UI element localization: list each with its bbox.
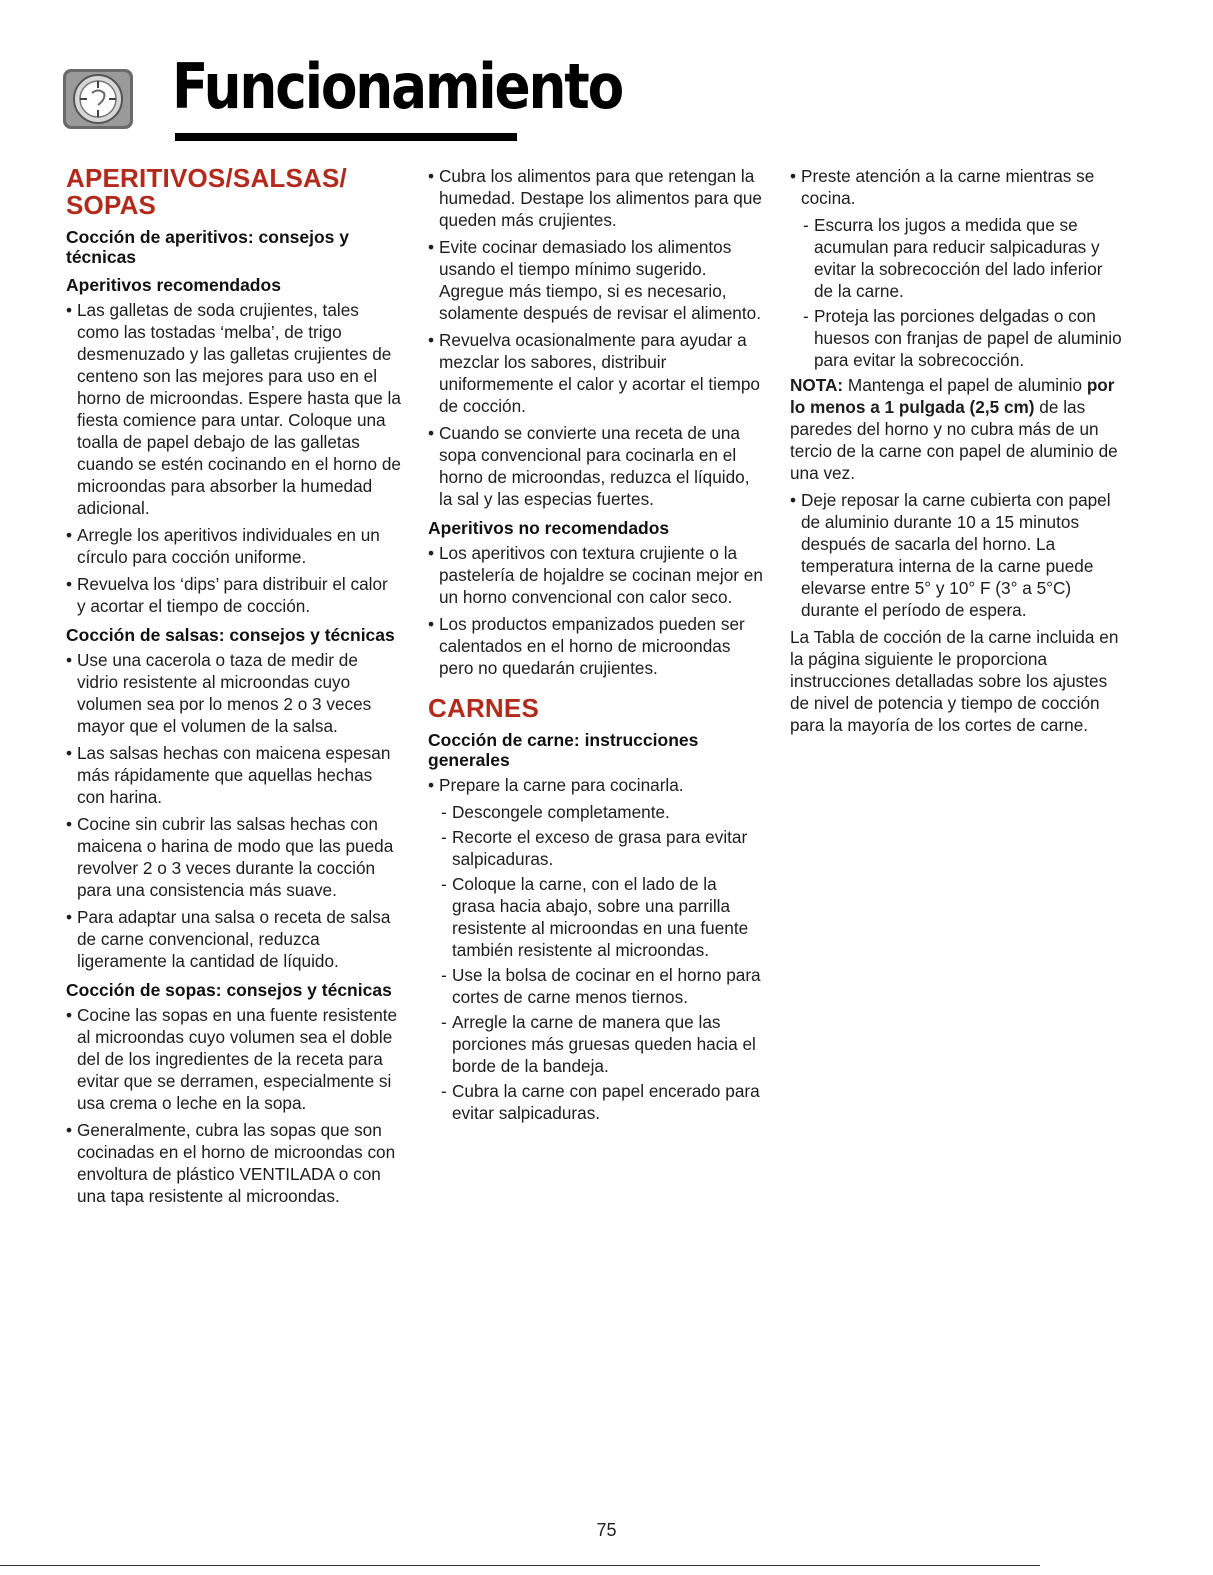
list-item: • Arregle los aperitivos individuales en un círculo para cocción uniforme. xyxy=(66,525,380,567)
subheading-no-recomendados: Aperitivos no recomendados xyxy=(428,518,670,538)
list-item: • Deje reposar la carne cubierta con papel de aluminio durante 10 a 15 minutos después de sacarla del horno. La temperatura interna de la carne puede elevarse entre 5° y 10° F (3° a 5°C) durante el período de espera. xyxy=(790,490,1111,620)
list-item: • Revuelva los ‘dips’ para distribuir el calor y acortar el tiempo de cocción. xyxy=(66,574,388,616)
list-item: • Cubra los alimentos para que retengan la humedad. Destape los alimentos para que queden más crujientes. xyxy=(428,166,762,230)
list-item: • Preste atención a la carne mientras se cocina. xyxy=(790,166,1095,208)
sub-list-item: - Escurra los jugos a medida que se acumulan para reducir salpicaduras y evitar la sobrecocción del lado inferior de la carne. xyxy=(803,215,1103,301)
column-left xyxy=(66,165,401,1212)
list-item: • Generalmente, cubra las sopas que son cocinadas en el horno de microondas con envoltura de plástico VENTILADA o con una tapa resistente al microondas. xyxy=(66,1120,396,1206)
subheading-aperitivos-recomendados: Aperitivos recomendados xyxy=(66,275,281,295)
body-paragraph: La Tabla de cocción de la carne incluida en la página siguiente le proporciona instrucciones detalladas sobre los ajustes de nivel de potencia y tiempo de cocción para la mayoría de los cortes de carne. xyxy=(790,627,1119,735)
page-number: 75 xyxy=(596,1520,617,1540)
sub-list-item: - Use la bolsa de cocinar en el horno para cortes de carne menos tiernos. xyxy=(441,965,761,1007)
subheading-sopas: Cocción de sopas: consejos y técnicas xyxy=(66,980,392,1000)
list-item: • Las galletas de soda crujientes, tales como las tostadas ‘melba’, de trigo desmenuzado y las galletas crujientes de centeno son las mejores para uso en el horno de microondas. Espere hasta que la fiesta comience para untar. Coloque una toalla de papel debajo de las galletas cuando se estén cocinando en el horno de microondas para absorber la humedad adicional. xyxy=(66,300,401,518)
page-title: Funcionamiento xyxy=(172,50,623,123)
note-label: NOTA: xyxy=(790,375,844,395)
footer-rule xyxy=(0,1565,1040,1566)
subheading-carne-instrucciones: Cocción de carne: instrucciones generales xyxy=(428,730,699,770)
column-right xyxy=(790,165,1125,741)
section-title-carnes: CARNES xyxy=(428,693,539,723)
list-item: • Los aperitivos con textura crujiente o la pastelería de hojaldre se cocinan mejor en un horno convencional con calor seco. xyxy=(428,543,763,607)
column-middle xyxy=(428,165,763,1127)
header-rule xyxy=(175,133,517,141)
sub-list-item: - Arregle la carne de manera que las porciones más gruesas queden hacia el borde de la bandeja. xyxy=(441,1012,756,1076)
sub-list-item: - Descongele completamente. xyxy=(441,802,670,822)
microwave-dial-icon xyxy=(62,68,134,130)
subheading-salsas: Cocción de salsas: consejos y técnicas xyxy=(66,625,395,645)
note-emphasis: por lo menos a 1 pulgada (2,5 cm) xyxy=(790,375,1115,417)
sub-list-item: - Proteja las porciones delgadas o con huesos con franjas de papel de aluminio para evitar la sobrecocción. xyxy=(803,306,1122,370)
section-title-aperitivos: APERITIVOS/SALSAS/ SOPAS xyxy=(66,163,347,220)
note-paragraph: NOTA: Mantenga el papel de aluminio por lo menos a 1 pulgada (2,5 cm) de las paredes del horno y no cubra más de un tercio de la carne con papel de aluminio de una vez. xyxy=(790,375,1118,483)
sub-list-item: - Recorte el exceso de grasa para evitar salpicaduras. xyxy=(441,827,748,869)
list-item: • Prepare la carne para cocinarla. xyxy=(428,775,684,795)
list-item: • Cocine las sopas en una fuente resistente al microondas cuyo volumen sea el doble del de los ingredientes de la receta para evitar que se derramen, especialmente si usa crema o leche en la sopa. xyxy=(66,1005,398,1113)
sub-list-item: - Coloque la carne, con el lado de la grasa hacia abajo, sobre una parrilla resistente al microondas en una fuente también resistente al microondas. xyxy=(441,874,749,960)
list-item: • Evite cocinar demasiado los alimentos usando el tiempo mínimo sugerido. Agregue más tiempo, si es necesario, solamente después de revisar el alimento. xyxy=(428,237,761,323)
subheading-aperitivos-consejos: Cocción de aperitivos: consejos y técnicas xyxy=(66,227,349,267)
list-item: • Cuando se convierte una receta de una sopa convencional para cocinarla en el horno de microondas, reduzca el líquido, la sal y las especias fuertes. xyxy=(428,423,750,509)
list-item: • Los productos empanizados pueden ser calentados en el horno de microondas pero no quedarán crujientes. xyxy=(428,614,745,678)
list-item: • Revuelva ocasionalmente para ayudar a mezclar los sabores, distribuir uniformemente el calor y acortar el tiempo de cocción. xyxy=(428,330,760,416)
list-item: • Use una cacerola o taza de medir de vidrio resistente al microondas cuyo volumen sea por lo menos 2 o 3 veces mayor que el volumen de la salsa. xyxy=(66,650,372,736)
list-item: • Cocine sin cubrir las salsas hechas con maicena o harina de modo que las pueda revolver 2 o 3 veces durante la cocción para una consistencia más suave. xyxy=(66,814,394,900)
list-item: • Las salsas hechas con maicena espesan más rápidamente que aquellas hechas con harina. xyxy=(66,743,391,807)
list-item: • Para adaptar una salsa o receta de salsa de carne convencional, reduzca ligeramente la cantidad de líquido. xyxy=(66,907,391,971)
sub-list-item: - Cubra la carne con papel encerado para evitar salpicaduras. xyxy=(441,1081,760,1123)
